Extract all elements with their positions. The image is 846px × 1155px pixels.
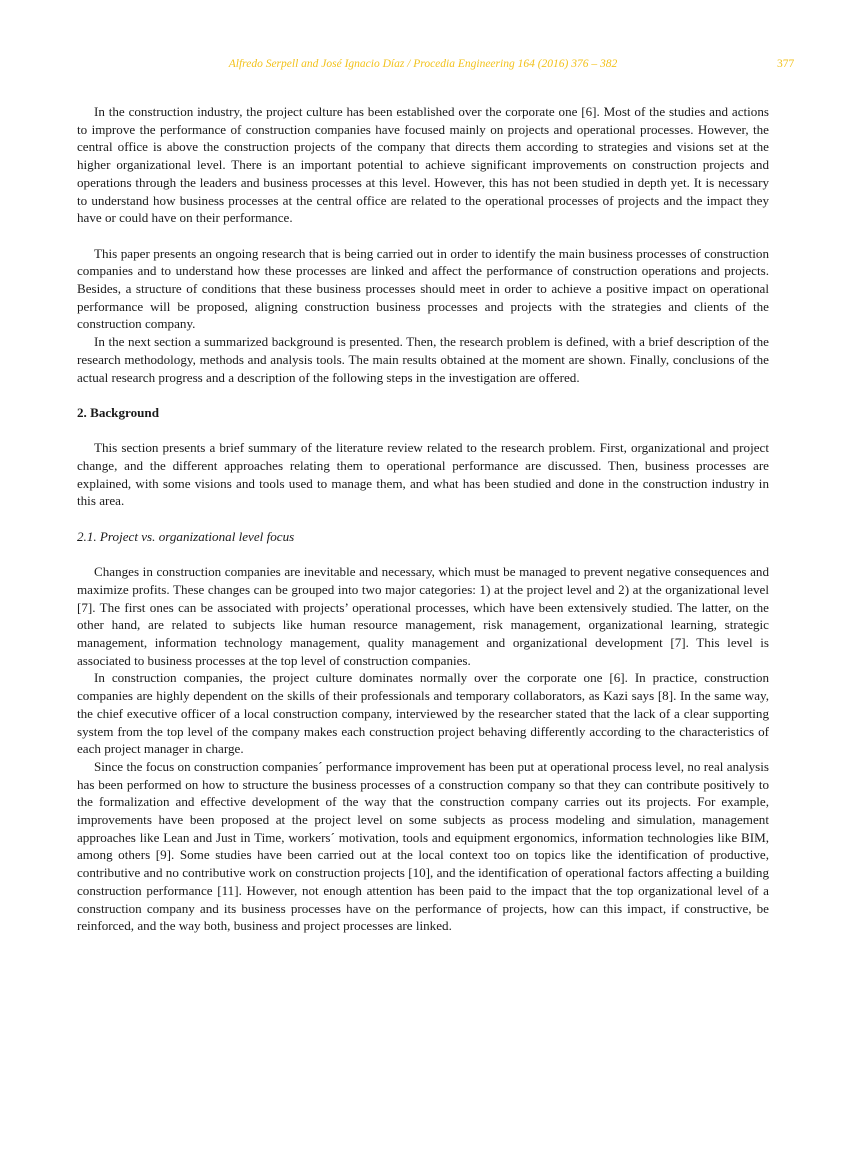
intro-paragraph-3: In the next section a summarized background is presented. Then, the research problem is defined, with a brief description of the research methodology, methods and analysis tools. The main results obtained at the moment are shown. Finally, conclusions of the actual research progress and a description of the following steps in the investigation are offered. [77, 334, 769, 385]
intro-paragraph-1: In the construction industry, the project culture has been established over the corporate one [6]. Most of the studies and actions to improve the performance of construction companies have focused mainly on projects and operational processes. However, the central office is above the construction projects of the company that directs them according to strategies and visions set at the higher organizational level. There is an important potential to achieve significant improvements on construction projects and operations through the leaders and business processes at this level. However, this has not been studied in depth yet. It is necessary to understand how business processes at the central office are related to the operational processes of projects and the impact they have or could have on their performance. [77, 104, 769, 226]
subsection-paragraph-1: Changes in construction companies are inevitable and necessary, which must be managed to prevent negative consequences and maximize profits. These changes can be grouped into two major categories: 1) at the project level and 2) at the organizational level [7]. The first ones can be associated with projects’ operational processes, which have been extensively studied. The latter, on the other hand, are related to subjects like human resource management, risk management, organizational learning, strategic management, information technology management, quality management and organizational development [7]. This level is associated to business processes at the top level of construction companies. [77, 564, 769, 668]
subsection-paragraph-2: In construction companies, the project culture dominates normally over the corporate one [6]. In practice, construction companies are highly dependent on the skills of their professionals and temporary collaborators, as Kazi says [8]. In the same way, the chief executive officer of a local construction company, interviewed by the researcher stated that the lack of a clear supporting system from the top level of the company makes each construction project behaving differently according to the characteristics of each project manager in charge. [77, 670, 769, 757]
subsection-paragraph-3: Since the focus on construction companies´ performance improvement has been put at operational process level, no real analysis has been performed on how to structure the business processes of a construction company so that they can contribute positively to the formalization and effective development of the way that the construction company carries out its projects. For example, improvements have been proposed at the project level on some subjects as process modeling and simulation, management approaches like Lean and Just in Time, workers´ motivation, tools and equipment ergonomics, information technologies like BIM, among others [9]. Some studies have been carried out at the local context too on topics like the identification of productive, contributive and no contributive work on construction projects [10], and the identification of operational factors affecting a building construction performance [11]. However, not enough attention has been paid to the impact that the top organizational level of a construction company and its business processes have on the performance of projects, how can this impact, if constructive, be reinforced, and the way both, business and project processes are linked. [77, 758, 769, 934]
paragraph-gap [77, 422, 769, 440]
background-paragraph-1: This section presents a brief summary of the literature review related to the research problem. First, organizational and project change, and the different approaches relating them to operational performance are discussed. Then, business processes are explained, with some visions and tools used to manage them, and what has been studied and done in the construction industry in this area. [77, 440, 769, 509]
paragraph-gap [77, 386, 769, 404]
section-heading-background: 2. Background [77, 404, 159, 420]
paragraph-gap [77, 546, 769, 564]
paragraph-gap [77, 227, 769, 245]
intro-paragraph-2: This paper presents an ongoing research that is being carried out in order to identify the main business processes of construction companies and to understand how these processes are linked and affect the performance of construction operations and projects. Besides, a structure of conditions that these business processes should meet in order to achieve a positive impact on operational performance will be proposed, aligning construction business processes and projects with the strategies and clients of the construction company. [77, 245, 769, 332]
paragraph-gap [77, 510, 769, 528]
article-body [77, 103, 769, 935]
journal-citation: Alfredo Serpell and José Ignacio Díaz / Procedia Engineering 164 (2016) 376 – 382 [228, 58, 618, 70]
running-header [0, 58, 846, 74]
subsection-heading-2-1: 2.1. Project vs. organizational level focus [77, 528, 295, 544]
page-number: 377 [777, 58, 795, 70]
